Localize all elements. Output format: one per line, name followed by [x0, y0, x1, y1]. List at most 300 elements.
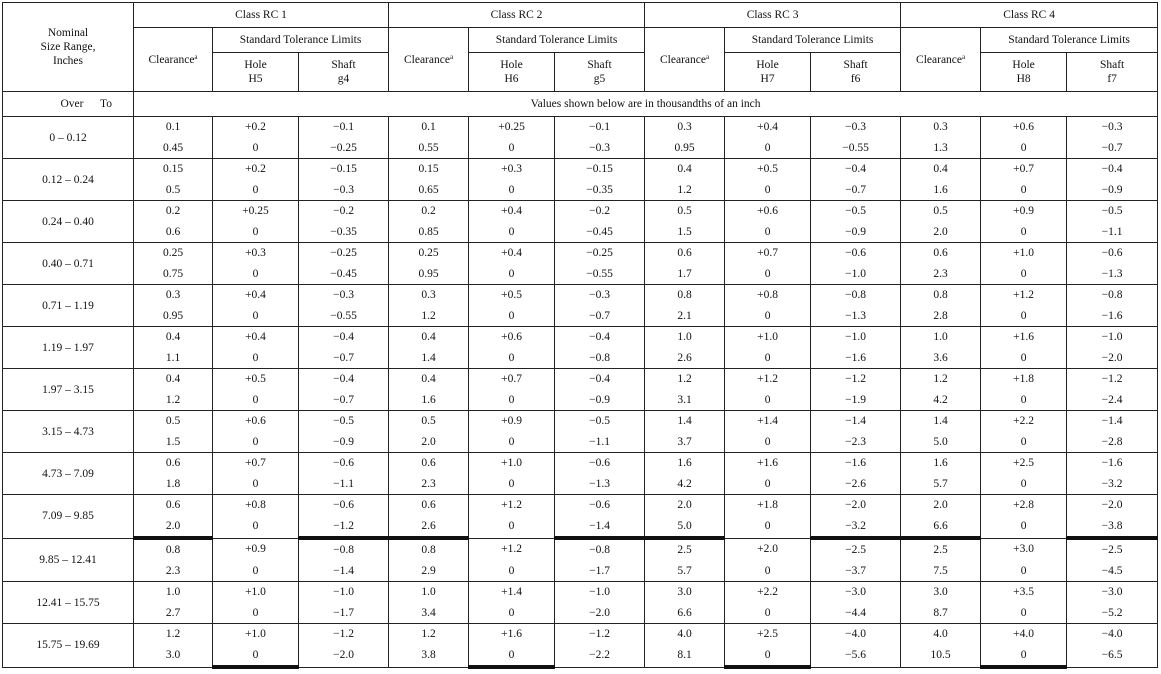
value-cell: 3.0 — [134, 644, 213, 667]
value-cell: 0 — [725, 137, 811, 159]
value-cell: −0.3 — [555, 137, 645, 159]
value-cell: 0 — [213, 263, 299, 285]
std-tolerance-header: Standard Tolerance Limits — [981, 28, 1158, 53]
value-cell: 1.4 — [389, 347, 469, 369]
value-cell: 0.4 — [134, 369, 213, 390]
value-cell: 7.5 — [901, 560, 981, 582]
value-cell: 0.75 — [134, 263, 213, 285]
value-cell: −2.0 — [299, 644, 389, 667]
value-cell: −0.3 — [1067, 117, 1158, 138]
hole-header: Hole H7 — [725, 53, 811, 92]
value-cell: −0.55 — [555, 263, 645, 285]
value-cell: 0 — [725, 644, 811, 667]
value-cell: −0.4 — [299, 327, 389, 348]
over-to-header — [3, 92, 134, 117]
hole-header: Hole H6 — [469, 53, 555, 92]
std-tolerance-header: Standard Tolerance Limits — [213, 28, 389, 53]
value-cell: −0.9 — [299, 431, 389, 453]
value-cell: 1.2 — [645, 179, 725, 201]
value-cell: −0.8 — [299, 538, 389, 560]
value-cell: −1.6 — [1067, 305, 1158, 327]
value-cell: 2.3 — [389, 473, 469, 495]
value-cell: +0.2 — [213, 117, 299, 138]
value-cell: −0.5 — [811, 201, 901, 222]
value-cell: 0.85 — [389, 221, 469, 243]
value-cell: −0.5 — [1067, 201, 1158, 222]
value-cell: −3.0 — [1067, 582, 1158, 603]
value-cell: 0 — [469, 389, 555, 411]
clearance-header: Clearance$^a$ — [645, 28, 725, 92]
value-cell: 2.6 — [645, 347, 725, 369]
value-cell: +0.7 — [469, 369, 555, 390]
value-cell: −1.4 — [811, 411, 901, 432]
value-cell: +0.4 — [469, 243, 555, 264]
value-cell: +0.9 — [981, 201, 1067, 222]
value-cell: −1.4 — [1067, 411, 1158, 432]
value-cell: 2.0 — [901, 495, 981, 516]
value-cell: 0.2 — [389, 201, 469, 222]
value-cell: 3.8 — [389, 644, 469, 667]
value-cell: 0.6 — [389, 495, 469, 516]
nominal-label-line3: Inches — [52, 55, 83, 67]
value-cell: 0.4 — [901, 159, 981, 180]
value-cell: −0.3 — [811, 117, 901, 138]
std-tolerance-header: Standard Tolerance Limits — [725, 28, 901, 53]
value-cell: 0.8 — [901, 285, 981, 306]
value-cell: −3.0 — [811, 582, 901, 603]
size-range-cell: 0.24 – 0.40 — [3, 201, 134, 243]
to-label: To — [100, 98, 112, 110]
value-cell: 0.3 — [901, 117, 981, 138]
value-cell: 0 — [981, 221, 1067, 243]
value-cell: −0.7 — [555, 305, 645, 327]
value-cell: 0 — [981, 560, 1067, 582]
value-cell: −0.7 — [299, 347, 389, 369]
value-cell: 2.6 — [389, 515, 469, 538]
value-cell: −2.0 — [1067, 495, 1158, 516]
value-cell: 0.95 — [389, 263, 469, 285]
value-cell: 0 — [981, 644, 1067, 667]
class-header: Class RC 4 — [901, 3, 1158, 28]
value-cell: 0 — [469, 179, 555, 201]
value-cell: +1.2 — [469, 538, 555, 560]
value-cell: 0 — [213, 389, 299, 411]
value-cell: 1.0 — [389, 582, 469, 603]
value-cell: 0.4 — [645, 159, 725, 180]
value-cell: −0.5 — [299, 411, 389, 432]
value-cell: −1.0 — [1067, 327, 1158, 348]
value-cell: −0.3 — [299, 179, 389, 201]
value-cell: 2.5 — [645, 538, 725, 560]
value-cell: −4.0 — [1067, 624, 1158, 645]
value-cell: −0.6 — [555, 453, 645, 474]
value-cell: −0.55 — [299, 305, 389, 327]
value-cell: 2.3 — [901, 263, 981, 285]
value-cell: 1.0 — [134, 582, 213, 603]
value-cell: 0 — [725, 389, 811, 411]
value-cell: +1.4 — [469, 582, 555, 603]
value-cell: −0.9 — [555, 389, 645, 411]
value-cell: 0 — [725, 347, 811, 369]
value-cell: −2.5 — [811, 538, 901, 560]
value-cell: 1.2 — [901, 369, 981, 390]
value-cell: +1.2 — [469, 495, 555, 516]
value-cell: 1.0 — [901, 327, 981, 348]
value-cell: 0 — [469, 137, 555, 159]
class-header: Class RC 1 — [134, 3, 389, 28]
value-cell: 0.4 — [389, 369, 469, 390]
value-cell: 4.0 — [645, 624, 725, 645]
size-range-cell: 12.41 – 15.75 — [3, 582, 134, 624]
value-cell: −0.35 — [555, 179, 645, 201]
value-cell: 2.9 — [389, 560, 469, 582]
value-cell: −1.2 — [299, 624, 389, 645]
value-cell: +0.7 — [213, 453, 299, 474]
value-cell: 0 — [981, 431, 1067, 453]
value-cell: −1.2 — [811, 369, 901, 390]
value-cell: −1.0 — [811, 263, 901, 285]
value-cell: −1.4 — [299, 560, 389, 582]
value-cell: −0.6 — [299, 495, 389, 516]
value-cell: −0.8 — [555, 538, 645, 560]
value-cell: +0.3 — [213, 243, 299, 264]
hole-header: Hole H5 — [213, 53, 299, 92]
value-cell: +0.4 — [213, 285, 299, 306]
value-cell: 0.1 — [134, 117, 213, 138]
size-range-cell: 0.12 – 0.24 — [3, 159, 134, 201]
value-cell: −1.3 — [811, 305, 901, 327]
value-cell: −1.1 — [555, 431, 645, 453]
value-cell: 0 — [213, 347, 299, 369]
clearance-header: Clearance$^a$ — [389, 28, 469, 92]
value-cell: +0.9 — [213, 538, 299, 560]
value-cell: −1.0 — [811, 327, 901, 348]
value-cell: +4.0 — [981, 624, 1067, 645]
value-cell: 0.8 — [389, 538, 469, 560]
value-cell: 1.2 — [645, 369, 725, 390]
value-cell: −4.0 — [811, 624, 901, 645]
value-cell: 8.1 — [645, 644, 725, 667]
value-cell: 0 — [725, 305, 811, 327]
value-cell: +3.0 — [981, 538, 1067, 560]
value-cell: 0 — [469, 473, 555, 495]
value-cell: 4.0 — [901, 624, 981, 645]
value-cell: −0.7 — [1067, 137, 1158, 159]
value-cell: 1.2 — [389, 624, 469, 645]
value-cell: 0.6 — [134, 495, 213, 516]
value-cell: 0 — [213, 305, 299, 327]
nominal-label-line2: Size Range, — [40, 41, 96, 53]
size-range-cell: 1.97 – 3.15 — [3, 369, 134, 411]
value-cell: 0.3 — [645, 117, 725, 138]
value-cell: 4.2 — [645, 473, 725, 495]
value-cell: +1.0 — [469, 453, 555, 474]
running-clearance-fits-table — [2, 2, 1158, 669]
value-cell: 0.25 — [134, 243, 213, 264]
value-cell: 3.6 — [901, 347, 981, 369]
value-cell: 0.25 — [389, 243, 469, 264]
value-cell: −1.0 — [299, 582, 389, 603]
value-cell: −0.4 — [1067, 159, 1158, 180]
value-cell: 6.6 — [645, 602, 725, 624]
value-cell: −0.4 — [811, 159, 901, 180]
value-cell: 0 — [469, 347, 555, 369]
value-cell: 4.2 — [901, 389, 981, 411]
clearance-header: Clearance$^a$ — [901, 28, 981, 92]
value-cell: +1.0 — [213, 582, 299, 603]
class-header: Class RC 3 — [645, 3, 901, 28]
value-cell: +0.5 — [725, 159, 811, 180]
value-cell: −0.6 — [811, 243, 901, 264]
value-cell: −0.4 — [299, 369, 389, 390]
value-cell: 3.1 — [645, 389, 725, 411]
value-cell: +0.4 — [469, 201, 555, 222]
value-cell: 0.4 — [134, 327, 213, 348]
value-cell: −4.4 — [811, 602, 901, 624]
std-tolerance-header: Standard Tolerance Limits — [469, 28, 645, 53]
value-cell: +0.4 — [725, 117, 811, 138]
value-cell: 0 — [469, 602, 555, 624]
nominal-label-line1: Nominal — [47, 27, 89, 39]
value-cell: 0 — [981, 602, 1067, 624]
shaft-header: Shaft f7 — [1067, 53, 1158, 92]
value-cell: 0.2 — [134, 201, 213, 222]
size-range-cell: 0.71 – 1.19 — [3, 285, 134, 327]
value-cell: +1.8 — [981, 369, 1067, 390]
value-cell: 3.0 — [901, 582, 981, 603]
value-cell: +0.25 — [469, 117, 555, 138]
table-body — [3, 117, 1158, 668]
value-cell: −3.8 — [1067, 515, 1158, 538]
value-cell: +1.4 — [725, 411, 811, 432]
value-cell: −0.3 — [299, 285, 389, 306]
value-cell: 2.0 — [134, 515, 213, 538]
value-cell: 2.1 — [645, 305, 725, 327]
value-cell: 1.3 — [901, 137, 981, 159]
value-cell: 0.95 — [134, 305, 213, 327]
value-cell: 0.6 — [134, 453, 213, 474]
value-cell: 0 — [213, 515, 299, 538]
value-cell: 0.5 — [389, 411, 469, 432]
value-cell: 0 — [725, 602, 811, 624]
hole-header: Hole H8 — [981, 53, 1067, 92]
class-header: Class RC 2 — [389, 3, 645, 28]
value-cell: −1.2 — [299, 515, 389, 538]
value-cell: 1.0 — [645, 327, 725, 348]
value-cell: 0 — [981, 473, 1067, 495]
value-cell: −2.5 — [1067, 538, 1158, 560]
size-range-cell: 3.15 – 4.73 — [3, 411, 134, 453]
value-cell: 0.6 — [389, 453, 469, 474]
value-cell: 1.4 — [645, 411, 725, 432]
value-cell: +0.3 — [469, 159, 555, 180]
value-cell: −0.7 — [811, 179, 901, 201]
value-cell: 0.1 — [389, 117, 469, 138]
value-cell: −2.3 — [811, 431, 901, 453]
value-cell: −6.5 — [1067, 644, 1158, 667]
value-cell: 2.0 — [901, 221, 981, 243]
value-cell: 2.5 — [901, 538, 981, 560]
value-cell: 0 — [213, 431, 299, 453]
value-cell: +0.6 — [725, 201, 811, 222]
value-cell: 1.4 — [901, 411, 981, 432]
value-cell: 5.0 — [645, 515, 725, 538]
value-cell: −0.1 — [299, 117, 389, 138]
value-cell: 0 — [981, 179, 1067, 201]
value-cell: 0.65 — [389, 179, 469, 201]
value-cell: −0.9 — [1067, 179, 1158, 201]
value-cell: −5.2 — [1067, 602, 1158, 624]
value-cell: −0.4 — [555, 369, 645, 390]
value-cell: 3.0 — [645, 582, 725, 603]
value-cell: −0.6 — [299, 453, 389, 474]
value-cell: −2.6 — [811, 473, 901, 495]
value-cell: 0.3 — [389, 285, 469, 306]
value-cell: −0.2 — [299, 201, 389, 222]
value-cell: −0.25 — [555, 243, 645, 264]
value-cell: 0 — [469, 560, 555, 582]
value-cell: 0 — [725, 221, 811, 243]
value-cell: +0.2 — [213, 159, 299, 180]
value-cell: −1.7 — [555, 560, 645, 582]
value-cell: +2.5 — [981, 453, 1067, 474]
shaft-header: Shaft f6 — [811, 53, 901, 92]
value-cell: −1.6 — [811, 347, 901, 369]
value-cell: 0.5 — [645, 201, 725, 222]
value-cell: 0 — [213, 179, 299, 201]
value-cell: −4.5 — [1067, 560, 1158, 582]
value-cell: 0 — [213, 602, 299, 624]
value-cell: 2.8 — [901, 305, 981, 327]
value-cell: 0 — [469, 305, 555, 327]
value-cell: 0.3 — [134, 285, 213, 306]
value-cell: −3.7 — [811, 560, 901, 582]
value-cell: −5.6 — [811, 644, 901, 667]
value-cell: 0.45 — [134, 137, 213, 159]
value-cell: 0.6 — [901, 243, 981, 264]
value-cell: 5.7 — [901, 473, 981, 495]
value-cell: −1.0 — [555, 582, 645, 603]
value-cell: 0 — [213, 644, 299, 667]
value-cell: 0 — [213, 221, 299, 243]
value-cell: 0 — [469, 431, 555, 453]
value-cell: −0.15 — [555, 159, 645, 180]
value-cell: −0.45 — [299, 263, 389, 285]
value-cell: +2.5 — [725, 624, 811, 645]
value-cell: +1.2 — [981, 285, 1067, 306]
value-cell: −0.3 — [555, 285, 645, 306]
value-cell: +0.9 — [469, 411, 555, 432]
value-cell: −2.0 — [1067, 347, 1158, 369]
size-range-cell: 4.73 – 7.09 — [3, 453, 134, 495]
value-cell: −2.0 — [811, 495, 901, 516]
value-cell: −1.3 — [1067, 263, 1158, 285]
value-cell: 1.2 — [134, 624, 213, 645]
value-cell: 0 — [981, 347, 1067, 369]
value-cell: 0 — [213, 473, 299, 495]
value-cell: 0 — [981, 389, 1067, 411]
value-cell: 0.95 — [645, 137, 725, 159]
value-cell: +0.8 — [213, 495, 299, 516]
value-cell: 10.5 — [901, 644, 981, 667]
value-cell: 0 — [213, 560, 299, 582]
value-cell: 1.6 — [901, 453, 981, 474]
value-cell: 2.0 — [645, 495, 725, 516]
value-cell: −0.8 — [811, 285, 901, 306]
value-cell: −2.4 — [1067, 389, 1158, 411]
value-cell: −1.1 — [1067, 221, 1158, 243]
value-cell: 0.5 — [134, 179, 213, 201]
value-cell: −2.0 — [555, 602, 645, 624]
value-cell: +2.2 — [981, 411, 1067, 432]
nominal-size-header — [3, 3, 134, 92]
value-cell: −1.3 — [555, 473, 645, 495]
value-cell: −1.9 — [811, 389, 901, 411]
value-cell: −0.2 — [555, 201, 645, 222]
value-cell: −0.35 — [299, 221, 389, 243]
value-cell: −0.7 — [299, 389, 389, 411]
value-cell: +1.0 — [981, 243, 1067, 264]
value-cell: −0.55 — [811, 137, 901, 159]
value-cell: +2.8 — [981, 495, 1067, 516]
value-cell: 5.0 — [901, 431, 981, 453]
value-cell: 0.5 — [134, 411, 213, 432]
value-cell: −1.6 — [1067, 453, 1158, 474]
size-range-cell: 15.75 – 19.69 — [3, 624, 134, 668]
value-cell: +0.7 — [981, 159, 1067, 180]
value-cell: −0.9 — [811, 221, 901, 243]
value-cell: 2.3 — [134, 560, 213, 582]
value-cell: +2.0 — [725, 538, 811, 560]
value-cell: 0 — [981, 263, 1067, 285]
value-cell: −0.8 — [1067, 285, 1158, 306]
value-cell: −0.5 — [555, 411, 645, 432]
value-cell: 3.4 — [389, 602, 469, 624]
value-cell: −0.45 — [555, 221, 645, 243]
value-cell: −0.15 — [299, 159, 389, 180]
value-cell: −1.6 — [811, 453, 901, 474]
size-range-cell: 7.09 – 9.85 — [3, 495, 134, 539]
shaft-header: Shaft g5 — [555, 53, 645, 92]
value-cell: −0.25 — [299, 243, 389, 264]
value-cell: +0.5 — [213, 369, 299, 390]
value-cell: 1.6 — [901, 179, 981, 201]
value-cell: 0 — [469, 644, 555, 667]
value-cell: −0.6 — [1067, 243, 1158, 264]
value-cell: −0.4 — [555, 327, 645, 348]
value-cell: 1.6 — [645, 453, 725, 474]
value-cell: 0.8 — [134, 538, 213, 560]
value-cell: −3.2 — [1067, 473, 1158, 495]
size-range-cell: 0.40 – 0.71 — [3, 243, 134, 285]
value-cell: 0.15 — [389, 159, 469, 180]
value-cell: 0 — [469, 263, 555, 285]
value-cell: −0.1 — [555, 117, 645, 138]
value-cell: 8.7 — [901, 602, 981, 624]
value-cell: 0.5 — [901, 201, 981, 222]
value-cell: 0 — [725, 560, 811, 582]
value-cell: −1.2 — [1067, 369, 1158, 390]
value-cell: 1.1 — [134, 347, 213, 369]
value-cell: +3.5 — [981, 582, 1067, 603]
value-cell: −3.2 — [811, 515, 901, 538]
value-cell: +2.2 — [725, 582, 811, 603]
value-cell: +0.8 — [725, 285, 811, 306]
value-cell: 1.2 — [389, 305, 469, 327]
value-cell: −2.2 — [555, 644, 645, 667]
value-cell: −1.7 — [299, 602, 389, 624]
size-range-cell: 0 – 0.12 — [3, 117, 134, 159]
